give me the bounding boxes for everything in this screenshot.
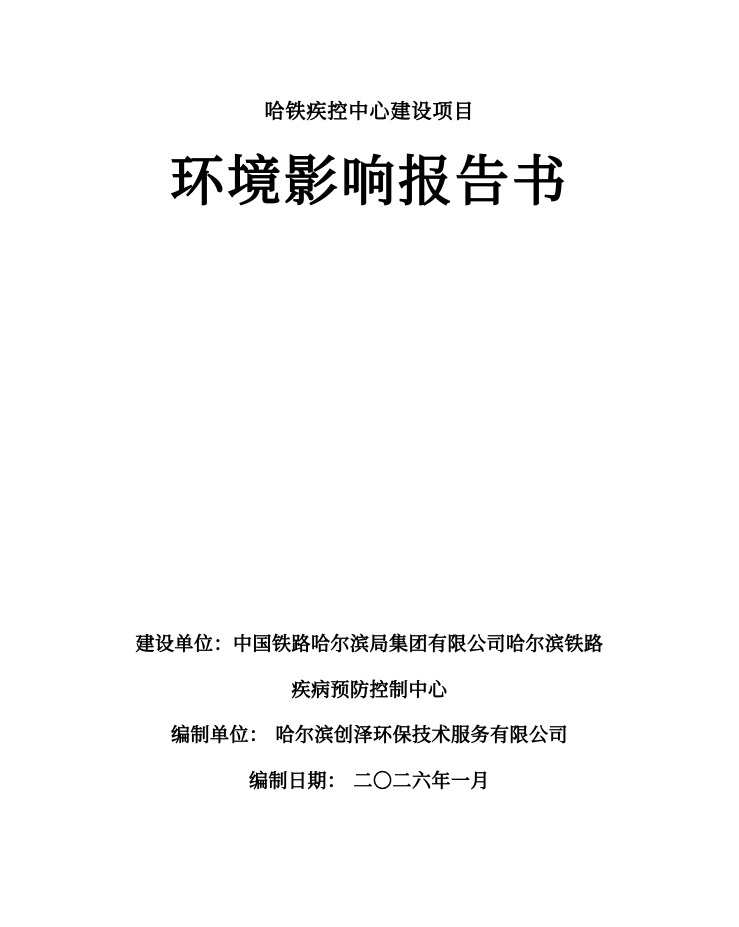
page-title: 环境影响报告书 [170, 149, 569, 213]
cover-heading-group [0, 98, 739, 212]
preparation-date-line: 编制日期： 二〇二六年一月 [248, 769, 491, 792]
preparation-unit-line: 编制单位： 哈尔滨创泽环保技术服务有限公司 [170, 724, 569, 747]
construction-unit-line-2: 疾病预防控制中心 [291, 678, 448, 701]
cover-footer-block [0, 632, 739, 795]
project-name: 哈铁疾控中心建设项目 [264, 99, 475, 123]
construction-unit-line-1: 建设单位：中国铁路哈尔滨局集团有限公司哈尔滨铁路 [135, 633, 604, 655]
